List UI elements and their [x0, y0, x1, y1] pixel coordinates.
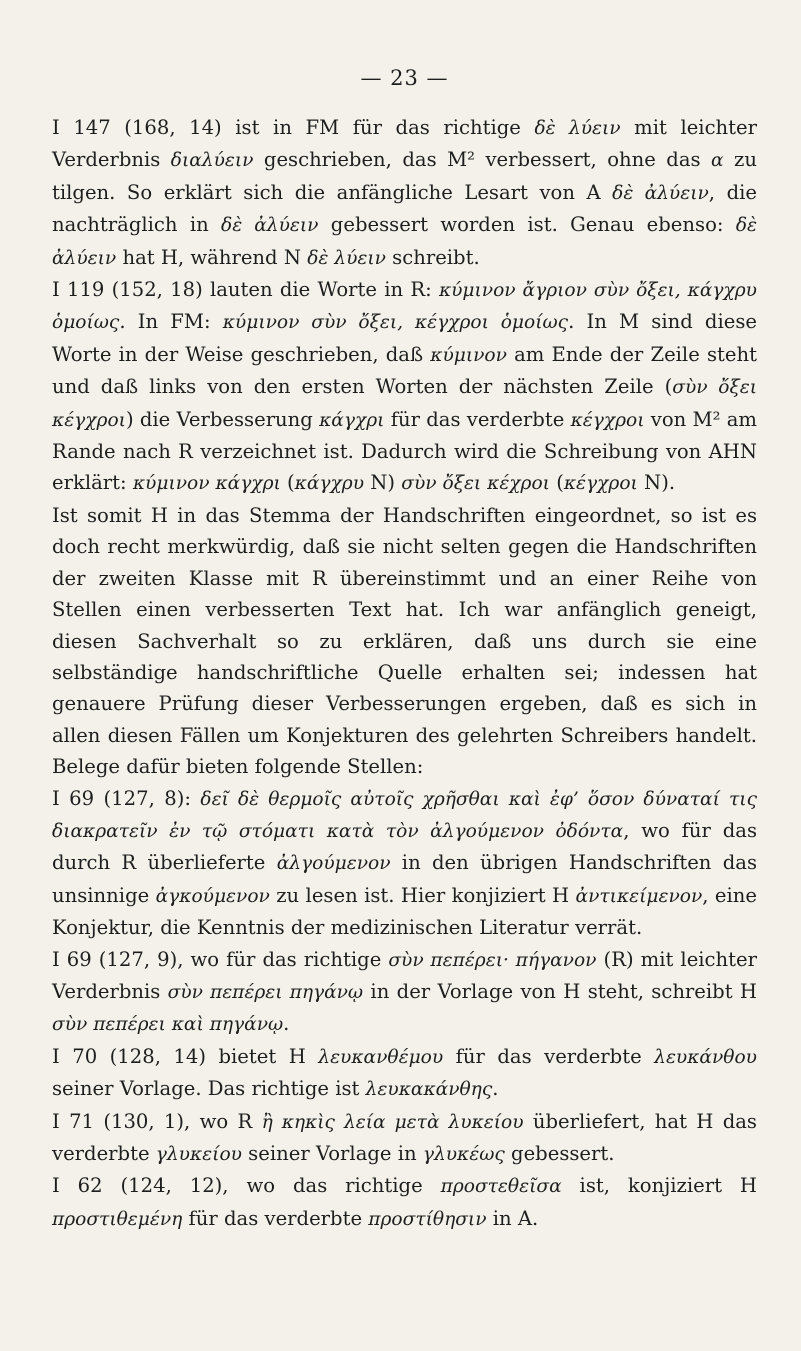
text-run: gebessert worden ist. Genau ebenso:: [318, 213, 736, 237]
paragraph: [52, 1041, 757, 1106]
greek-quote: σὺν πεπέρει· πήγανον: [388, 949, 597, 971]
text-run: für das verderbte: [182, 1206, 369, 1230]
greek-quote: κάγχρυ: [294, 473, 365, 495]
text-run: I 70 (128, 14) bietet H: [52, 1044, 319, 1068]
greek-quote: δὲ ἀλύειν: [612, 182, 709, 204]
greek-quote: προστιθεμένη: [52, 1208, 183, 1230]
greek-quote: δεῖ δὲ θερμοῖς αὐτοῖς χρῆσθαι καὶ ἐφ’ ὅσον δύναταί τις διακρατεῖν ἐν τῷ στόματι κατὰ τὸν ἀλγούμενον ὀδόντα: [52, 788, 758, 842]
text-run: in der Vorlage von H steht, schreibt H: [363, 979, 758, 1003]
paragraph: [52, 500, 757, 783]
greek-quote: προστεθεῖσα: [440, 1176, 562, 1198]
text-run: I 147 (168, 14) ist in FM für das richtige: [52, 116, 535, 139]
text-run: I 69 (127, 8):: [52, 786, 201, 810]
greek-quote: σὺν πεπέρει καὶ πηγάνῳ: [52, 1014, 284, 1036]
text-run: gebessert.: [504, 1142, 615, 1165]
greek-quote: κύμινον κάγχρι: [132, 473, 281, 495]
greek-quote: ἀγκούμενον: [155, 885, 270, 907]
text-run: mit leichter Verderbnis: [52, 116, 758, 172]
text-run: für das verderbte: [384, 407, 571, 431]
greek-quote: κύμινον: [430, 344, 507, 366]
paragraph: [52, 274, 757, 500]
greek-quote: σὺν ὄξει κέχροι: [401, 473, 550, 495]
paragraph: [52, 1106, 757, 1171]
text-run: ) die Verbesserung: [125, 407, 320, 431]
text-run: seiner Vorlage in: [241, 1142, 423, 1165]
text-run: . In M sind diese Worte in der Weise geschrieben, daß: [52, 310, 757, 366]
greek-quote: δὲ ἀλύειν: [52, 215, 757, 269]
text-run: in den übrigen Handschriften das unsinnige: [52, 851, 757, 907]
greek-quote: γλυκείου: [155, 1144, 242, 1165]
text-run: in A.: [486, 1206, 539, 1230]
text-run: .: [283, 1012, 290, 1036]
text-run: I 62 (124, 12), wo das richtige: [52, 1174, 441, 1198]
text-run: I 71 (130, 1), wo R: [52, 1109, 262, 1133]
greek-quote: κέγχροι: [570, 409, 645, 431]
text-run: hat H, während N: [116, 245, 308, 269]
greek-quote: ἀλγούμενον: [276, 853, 391, 875]
greek-quote: κύμινον ἄγριον σὺν ὄξει, κάγχρυ ὁμοίως: [52, 280, 757, 334]
greek-quote: σὺν ὄξει κέγχροι: [52, 377, 757, 431]
greek-quote: κύμινον σὺν ὄξει, κέγχροι ὁμοίως: [222, 312, 569, 334]
greek-quote: δὲ λύειν: [307, 247, 386, 269]
paragraph: [52, 783, 757, 944]
body-text: [52, 112, 757, 1235]
text-run: am Ende der Zeile steht und daß links von den ersten Worten der nächsten Zeile (: [52, 342, 757, 399]
greek-quote: λευκανθέμου: [318, 1046, 444, 1068]
text-run: , wo für das durch R überlieferte: [52, 818, 758, 875]
greek-quote: ἀντικείμενον: [575, 885, 703, 907]
greek-quote: διαλύειν: [170, 150, 254, 172]
greek-quote: δὲ ἀλύειν: [221, 215, 319, 237]
text-run: , die nachträglich in: [52, 180, 757, 237]
text-run: (: [549, 471, 564, 495]
text-run: zu tilgen. So erklärt sich die anfängliche Lesart von A: [52, 148, 757, 204]
greek-quote: κέγχροι: [563, 473, 638, 495]
text-run: I 69 (127, 9), wo für das richtige: [52, 947, 389, 971]
text-run: .: [492, 1077, 499, 1101]
text-run: von M² am Rande nach R verzeichnet ist. Dadurch wird die Schreibung von AHN erklärt:: [52, 407, 757, 495]
paragraph: [52, 944, 757, 1041]
text-run: überliefert, hat H das verderbte: [52, 1109, 757, 1165]
greek-quote: λευκακάνθης: [365, 1079, 493, 1101]
text-run: (R) mit leichter Verderbnis: [52, 947, 757, 1003]
greek-quote: α: [711, 150, 724, 172]
text-run: . In FM:: [119, 310, 223, 334]
text-run: schreibt.: [385, 245, 480, 269]
text-run: Ist somit H in das Stemma der Handschriften eingeordnet, so ist es doch recht merkwürdig, daß sie nicht selten gegen die Handschriften der zweiten Klasse mit R übereinstimmt und an einer Reihe von Stellen einen verbesserten Text hat. Ich war anfänglich geneigt, diesen Sachverhalt so zu erklären, daß uns durch sie eine selbständige handschriftliche Quelle erhalten sei; indessen hat genauere Prüfung dieser Verbesserungen ergeben, daß es sich in allen diesen Fällen um Konjekturen des gelehrten Schreibers handelt. Belege dafür bieten folgende Stellen:: [52, 503, 757, 779]
text-run: I 119 (152, 18) lauten die Worte in R:: [52, 278, 439, 302]
page-number: — 23 —: [360, 66, 449, 90]
text-run: ist, konjiziert H: [561, 1174, 757, 1198]
text-run: N).: [637, 471, 676, 495]
text-run: für das verderbte: [443, 1044, 655, 1068]
greek-quote: λευκάνθου: [654, 1046, 757, 1068]
text-run: N): [364, 471, 402, 495]
text-run: zu lesen ist. Hier konjiziert H: [269, 883, 576, 907]
greek-quote: ἢ κηκὶς λεία μετὰ λυκείου: [261, 1111, 524, 1133]
greek-quote: δὲ λύειν: [534, 118, 621, 139]
text-run: geschrieben, das M² verbessert, ohne das: [253, 148, 712, 172]
paragraph: [52, 112, 757, 274]
greek-quote: σὺν πεπέρει πηγάνῳ: [167, 981, 364, 1003]
paragraph: [52, 1170, 757, 1235]
text-run: seiner Vorlage. Das richtige ist: [52, 1077, 366, 1101]
text-run: (: [280, 471, 295, 495]
greek-quote: προστίθησιν: [368, 1208, 487, 1230]
text-run: , eine Konjektur, die Kenntnis der medizinischen Literatur verrät.: [52, 883, 757, 940]
greek-quote: κάγχρι: [319, 409, 385, 431]
greek-quote: γλυκέως: [422, 1144, 505, 1165]
